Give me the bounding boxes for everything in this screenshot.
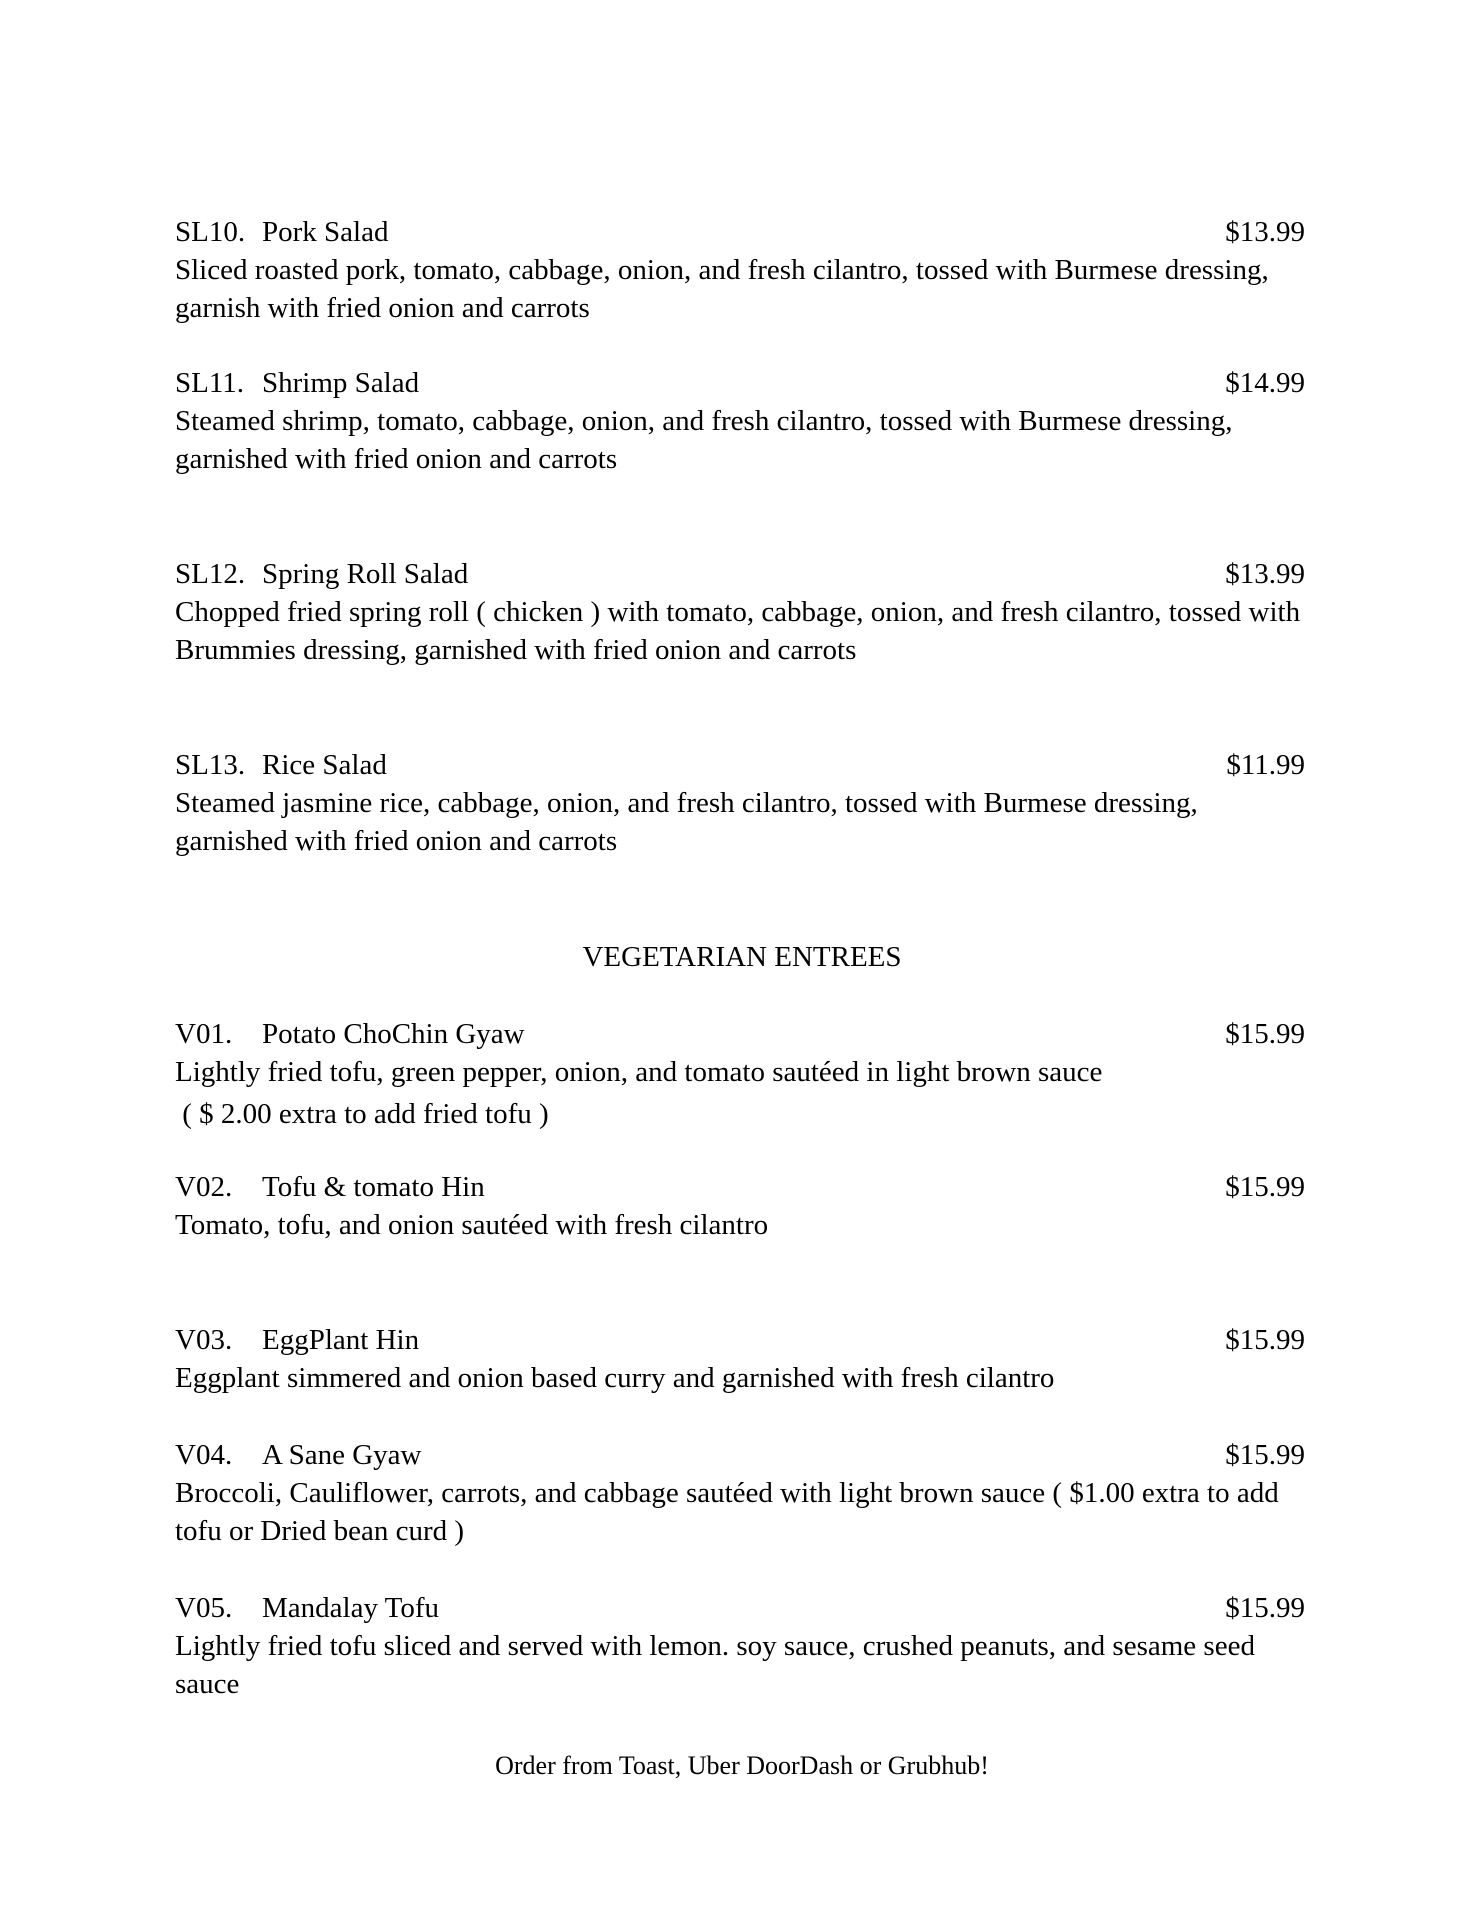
item-price: $13.99: [1225, 216, 1305, 248]
item-description: Lightly fried tofu, green pepper, onion, and tomato sautéed in light brown sauce: [175, 1056, 1103, 1088]
item-name: Pork Salad: [262, 216, 389, 248]
menu-item-v02: [175, 1168, 1305, 1244]
menu-item-sl13: [175, 746, 1305, 860]
item-price: $11.99: [1226, 749, 1305, 781]
menu-item-header: [175, 555, 1305, 593]
item-code: V01.: [175, 1018, 233, 1050]
item-name: A Sane Gyaw: [262, 1439, 422, 1471]
item-price: $15.99: [1225, 1324, 1305, 1356]
item-description: Eggplant simmered and onion based curry and garnished with fresh cilantro: [175, 1362, 1055, 1394]
item-price: $15.99: [1225, 1592, 1305, 1624]
menu-item-v03: [175, 1321, 1305, 1397]
item-name: EggPlant Hin: [262, 1324, 420, 1356]
item-code: V03.: [175, 1324, 233, 1356]
item-price: $13.99: [1225, 558, 1305, 590]
item-code: V05.: [175, 1592, 233, 1624]
item-name: Rice Salad: [262, 749, 387, 781]
menu-item-sl10: [175, 213, 1305, 327]
menu-item-header: [175, 1321, 1305, 1359]
item-name: Shrimp Salad: [262, 367, 420, 399]
menu-item-v05: [175, 1589, 1305, 1703]
item-description: Chopped fried spring roll ( chicken ) with tomato, cabbage, onion, and fresh cilantro, tossed with Brummies dressing, garnished with fried onion and carrots: [175, 596, 1301, 666]
item-note: ( $ 2.00 extra to add fried tofu ): [175, 1098, 549, 1130]
item-description: Broccoli, Cauliflower, carrots, and cabbage sautéed with light brown sauce ( $1.00 extra to add tofu or Dried bean curd ): [175, 1477, 1279, 1547]
item-code: V04.: [175, 1439, 233, 1471]
item-code: SL11.: [175, 367, 245, 399]
menu-item-sl11: [175, 364, 1305, 478]
menu-item-v01: [175, 1015, 1305, 1133]
item-description: Lightly fried tofu sliced and served with lemon. soy sauce, crushed peanuts, and sesame seed sauce: [175, 1630, 1255, 1700]
item-price: $14.99: [1225, 367, 1305, 399]
item-description: Tomato, tofu, and onion sautéed with fresh cilantro: [175, 1209, 769, 1241]
section-title-vegetarian: VEGETARIAN ENTREES: [582, 941, 902, 973]
item-price: $15.99: [1225, 1439, 1305, 1471]
item-price: $15.99: [1225, 1171, 1305, 1203]
menu-item-header: [175, 364, 1305, 402]
item-code: SL10.: [175, 216, 246, 248]
menu-item-header: [175, 1589, 1305, 1627]
item-description: Steamed jasmine rice, cabbage, onion, and fresh cilantro, tossed with Burmese dressing, garnished with fried onion and carrots: [175, 787, 1198, 857]
menu-item-sl12: [175, 555, 1305, 669]
item-name: Potato ChoChin Gyaw: [262, 1018, 525, 1050]
item-name: Spring Roll Salad: [262, 558, 469, 590]
item-code: SL13.: [175, 749, 246, 781]
item-price: $15.99: [1225, 1018, 1305, 1050]
menu-item-header: [175, 1015, 1305, 1053]
item-code: V02.: [175, 1171, 233, 1203]
item-description: Steamed shrimp, tomato, cabbage, onion, and fresh cilantro, tossed with Burmese dressing, garnished with fried onion and carrots: [175, 405, 1233, 475]
item-code: SL12.: [175, 558, 246, 590]
item-description: Sliced roasted pork, tomato, cabbage, onion, and fresh cilantro, tossed with Burmese dressing, garnish with fried onion and carrots: [175, 254, 1269, 324]
menu-item-header: [175, 1436, 1305, 1474]
order-footer: Order from Toast, Uber DoorDash or Grubhub!: [495, 1751, 989, 1780]
item-name: Mandalay Tofu: [262, 1592, 440, 1624]
menu-item-v04: [175, 1436, 1305, 1550]
menu-item-header: [175, 746, 1305, 784]
item-name: Tofu & tomato Hin: [262, 1171, 485, 1203]
menu-item-header: [175, 1168, 1305, 1206]
menu-item-header: [175, 213, 1305, 251]
